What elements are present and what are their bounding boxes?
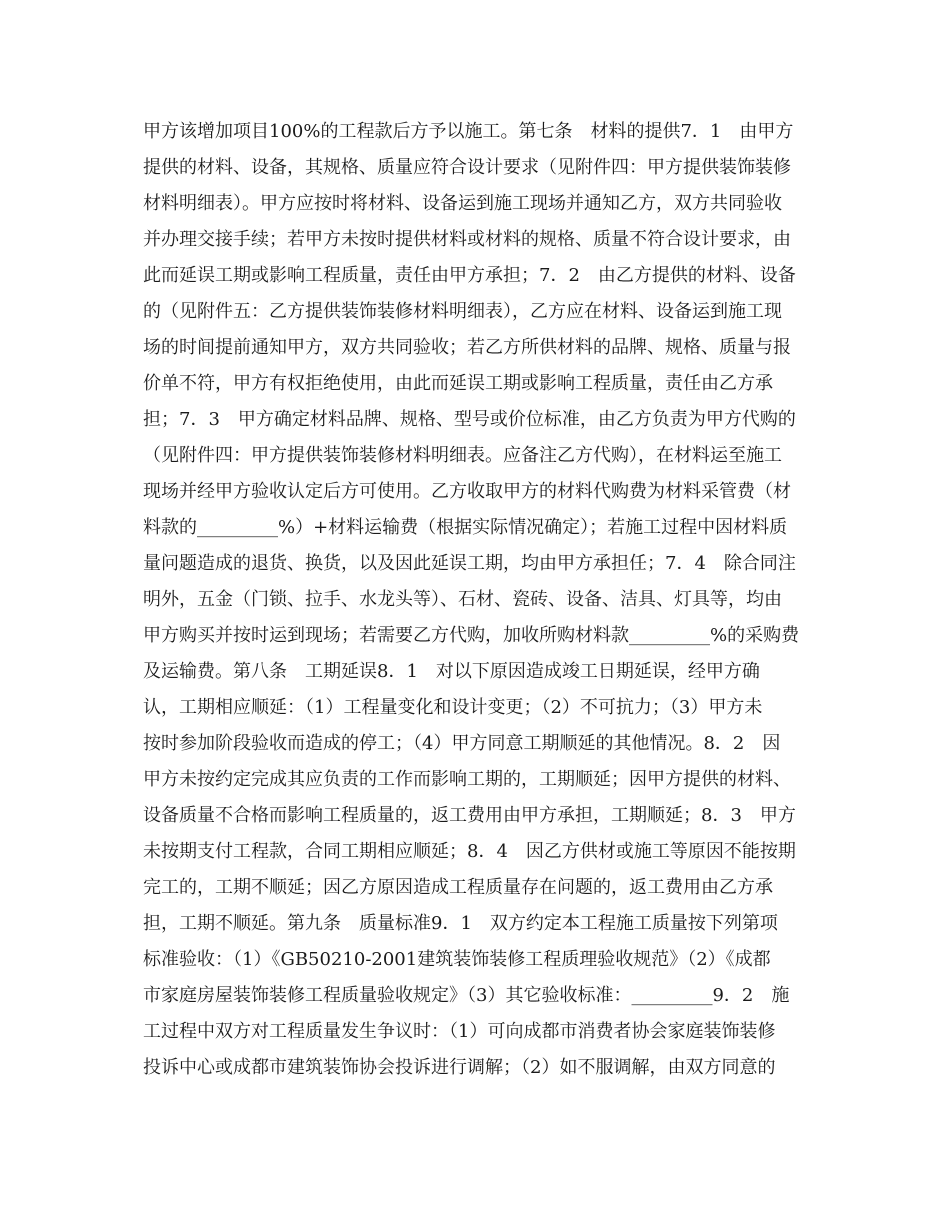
text-line: 甲方购买并按时运到现场；若需要乙方代购，加收所购材料款_________%的采购费 — [143, 625, 800, 646]
text-line: 认，工期相应顺延：（1）工程量变化和设计变更；（2）不可抗力；（3）甲方未 — [143, 697, 763, 718]
text-line: （见附件四：甲方提供装饰装修材料明细表。应备注乙方代购），在材料运至施工 — [143, 445, 782, 466]
text-line: 甲方该增加项目100%的工程款后方予以施工。第七条 材料的提供7．1 由甲方 — [143, 121, 794, 142]
text-line: 的（见附件五：乙方提供装饰装修材料明细表），乙方应在材料、设备运到施工现 — [143, 301, 782, 322]
text-line: 此而延误工期或影响工程质量，责任由甲方承担；7．2 由乙方提供的材料、设备 — [143, 265, 796, 286]
text-line: 价单不符，甲方有权拒绝使用，由此而延误工期或影响工程质量，责任由乙方承 — [143, 373, 773, 394]
text-line: 设备质量不合格而影响工程质量的，返工费用由甲方承担，工期顺延；8．3 甲方 — [143, 805, 796, 826]
text-line: 并办理交接手续；若甲方未按时提供材料或材料的规格、质量不符合设计要求，由 — [143, 229, 791, 250]
text-line: 工过程中双方对工程质量发生争议时：（1）可向成都市消费者协会家庭装饰装修 — [143, 1021, 776, 1042]
contract-body-text — [143, 114, 823, 1086]
text-line: 现场并经甲方验收认定后方可使用。乙方收取甲方的材料代购费为材料采管费（材 — [143, 481, 791, 502]
text-line: 担；7．3 甲方确定材料品牌、规格、型号或价位标准，由乙方负责为甲方代购的 — [143, 409, 796, 430]
text-line: 未按期支付工程款，合同工期相应顺延；8．4 因乙方供材或施工等原因不能按期 — [143, 841, 796, 862]
text-line: 投诉中心或成都市建筑装饰协会投诉进行调解；（2）如不服调解，由双方同意的 — [143, 1057, 776, 1078]
text-line: 完工的，工期不顺延；因乙方原因造成工程质量存在问题的，返工费用由乙方承 — [143, 877, 773, 898]
text-line: 提供的材料、设备，其规格、质量应符合设计要求（见附件四：甲方提供装饰装修 — [143, 157, 791, 178]
text-line: 市家庭房屋装饰装修工程质量验收规定》（3）其它验收标准：_________9．2 施 — [143, 985, 790, 1006]
text-line: 按时参加阶段验收而造成的停工；（4）甲方同意工期顺延的其他情况。8．2 因 — [143, 733, 781, 754]
text-line: 场的时间提前通知甲方，双方共同验收；若乙方所供材料的品牌、规格、质量与报 — [143, 337, 791, 358]
text-line: 明外，五金（门锁、拉手、水龙头等）、石材、瓷砖、设备、洁具、灯具等，均由 — [143, 589, 782, 610]
text-line: 材料明细表）。甲方应按时将材料、设备运到施工现场并通知乙方，双方共同验收 — [143, 193, 782, 214]
text-line: 及运输费。第八条 工期延误8．1 对以下原因造成竣工日期延误，经甲方确 — [143, 661, 760, 682]
text-line: 标准验收：（1）《GB50210-2001建筑装饰装修工程质理验收规范》（2）《成都 — [143, 949, 771, 970]
text-line: 量问题造成的退货、换货，以及因此延误工期，均由甲方承担任；7．4 除合同注 — [143, 553, 796, 574]
text-line: 甲方未按约定完成其应负责的工作而影响工期的，工期顺延；因甲方提供的材料、 — [143, 769, 791, 790]
text-line: 料款的_________%）+材料运输费（根据实际情况确定）；若施工过程中因材料质 — [143, 517, 788, 538]
text-line: 担，工期不顺延。第九条 质量标准9．1 双方约定本工程施工质量按下列第项 — [143, 913, 778, 934]
